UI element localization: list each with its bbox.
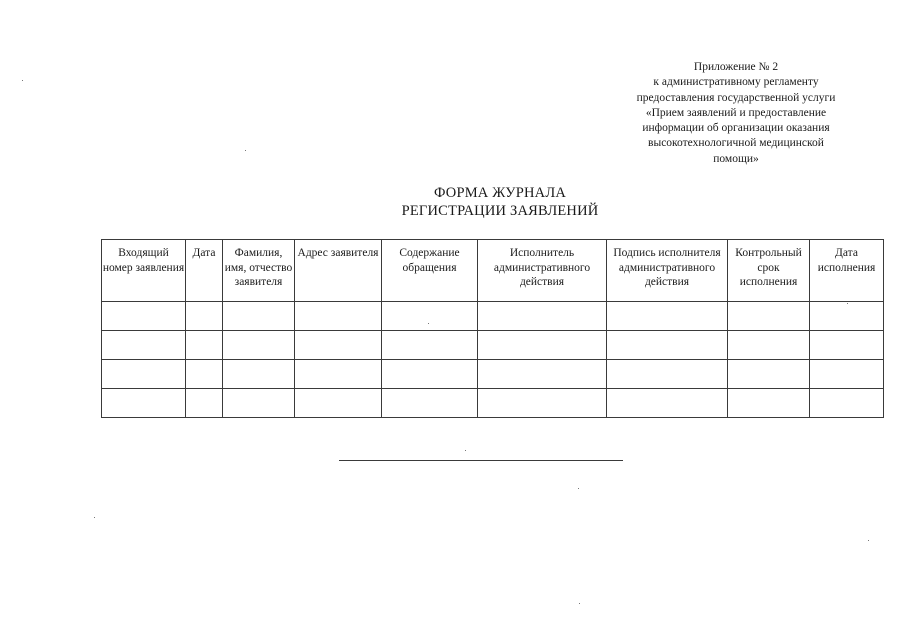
header-executor-signature: Подпись исполнителя административного действия [607,240,728,302]
form-title-line-2: РЕГИСТРАЦИИ ЗАЯВЛЕНИЙ [401,203,599,219]
table-row [102,360,884,389]
header-incoming-number: Входящий номер заявления [102,240,186,302]
signature-line [339,460,623,461]
header-full-name: Фамилия, имя, отчество заявителя [223,240,295,302]
table-cell [607,302,728,331]
table-cell [607,360,728,389]
table-cell [382,360,478,389]
header-address: Адрес заявителя [295,240,382,302]
header-completion-date: Дата исполнения [810,240,884,302]
table-cell [295,360,382,389]
appendix-line: предоставления государственной услуги [636,91,836,104]
header-executor: Исполнитель административного действия [478,240,607,302]
form-title [300,184,700,220]
table-cell [478,302,607,331]
header-date: Дата [186,240,223,302]
scan-speck [579,603,580,604]
header-control-deadline: Контрольный срок исполнения [728,240,810,302]
appendix-line: к административному регламенту [653,76,819,89]
table-cell [382,389,478,418]
scan-speck [245,150,246,151]
scan-speck [847,303,848,304]
table-cell [728,331,810,360]
table-cell [295,389,382,418]
table-cell [295,331,382,360]
scan-speck [868,540,869,541]
appendix-line: Приложение № 2 [693,61,779,73]
scan-speck [578,488,579,489]
scan-speck [465,450,466,451]
table-cell [728,302,810,331]
table-cell [728,389,810,418]
table-cell [102,331,186,360]
scan-speck [94,517,95,518]
table-header-row [102,240,884,302]
table-cell [478,360,607,389]
table-cell [223,360,295,389]
header-request-content: Содержание обращения [382,240,478,302]
form-title-line-1: ФОРМА ЖУРНАЛА [433,185,567,201]
table-cell [810,360,884,389]
table-row [102,331,884,360]
table-cell [728,360,810,389]
table-cell [382,302,478,331]
table-cell [607,331,728,360]
table-cell [607,389,728,418]
table-cell [295,302,382,331]
appendix-block [612,60,860,167]
table-row [102,389,884,418]
table-cell [102,360,186,389]
table-cell [102,302,186,331]
table-cell [382,331,478,360]
table-cell [223,331,295,360]
scan-speck [428,323,429,324]
appendix-line: высокотехнологичной медицинской [648,137,824,150]
table-cell [223,302,295,331]
table-cell [186,360,223,389]
table-cell [186,389,223,418]
table-cell [223,389,295,418]
appendix-line: информации об организации оказания [642,122,830,135]
appendix-line: помощи» [713,152,759,165]
table-cell [186,302,223,331]
journal-table [101,239,884,418]
table-cell [810,389,884,418]
appendix-line: «Прием заявлений и предоставление [645,106,827,119]
table-cell [810,331,884,360]
table-cell [186,331,223,360]
scan-speck [22,80,23,81]
table-cell [102,389,186,418]
table-cell [478,331,607,360]
table-cell [810,302,884,331]
table-row [102,302,884,331]
table-cell [478,389,607,418]
